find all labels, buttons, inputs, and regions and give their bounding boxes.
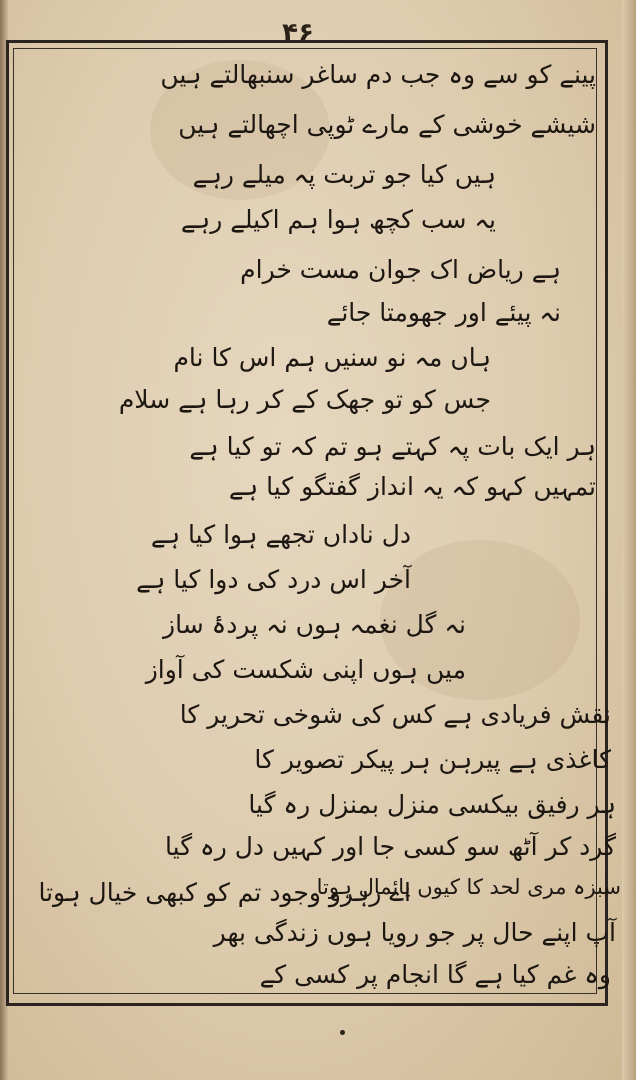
verse-line: پینے کو سے وہ جب دم ساغر سنبھالتے ہیں bbox=[160, 60, 596, 89]
page-number: ۴۶ bbox=[282, 18, 314, 48]
verse-line: شیشے خوشی کے مارے ٹوپی اچھالتے ہیں bbox=[178, 110, 596, 139]
verse-line: یہ سب کچھ ہوا ہم اکیلے رہے bbox=[180, 205, 496, 234]
verse-line: گرد کر آٹھ سو کسی جا اور کہیں دل رہ گیا bbox=[165, 832, 616, 861]
verse-line: آپ اپنے حال پر جو رویا ہوں زندگی بھر bbox=[213, 918, 616, 947]
verse-line: سبزہ مری لحد کا کیوں پائمال ہوتا bbox=[316, 875, 621, 899]
verse-line: اے رہرو وجود تم کو کبھی خیال ہوتا bbox=[38, 878, 411, 907]
verse-line: نہ پیئے اور جھومتا جائے bbox=[326, 298, 561, 327]
verse-line: ہاں مہ نو سنیں ہم اس کا نام bbox=[173, 343, 491, 372]
verse-line: کاغذی ہے پیرہن ہر پیکر تصویر کا bbox=[254, 745, 611, 774]
page-right-edge bbox=[622, 0, 636, 1080]
verse-line: تمہیں کہو کہ یہ انداز گفتگو کیا ہے bbox=[228, 472, 596, 501]
verse-line: وہ غم کیا ہے گا انجام پر کسی کے bbox=[259, 960, 611, 989]
verse-line: نہ گل نغمہ ہوں نہ پردۂ ساز bbox=[163, 610, 466, 639]
verse-line: ہر ایک بات پہ کہتے ہو تم کہ تو کیا ہے bbox=[189, 432, 596, 461]
ink-speck bbox=[340, 1030, 345, 1035]
verse-line: آخر اس درد کی دوا کیا ہے bbox=[136, 565, 411, 594]
verse-line: میں ہوں اپنی شکست کی آواز bbox=[145, 655, 466, 684]
verse-line: دل ناداں تجھے ہوا کیا ہے bbox=[150, 520, 411, 549]
verse-line: ہیں کیا جو تربت پہ میلے رہے bbox=[192, 160, 496, 189]
verse-line: نقش فریادی ہے کس کی شوخی تحریر کا bbox=[179, 700, 611, 729]
verse-line: جس کو تو جھک کے کر رہا ہے سلام bbox=[118, 385, 491, 414]
verse-line: ہے ریاض اک جوان مست خرام bbox=[240, 255, 561, 284]
verse-line: ہر رفیق بیکسی منزل بمنزل رہ گیا bbox=[248, 790, 616, 819]
